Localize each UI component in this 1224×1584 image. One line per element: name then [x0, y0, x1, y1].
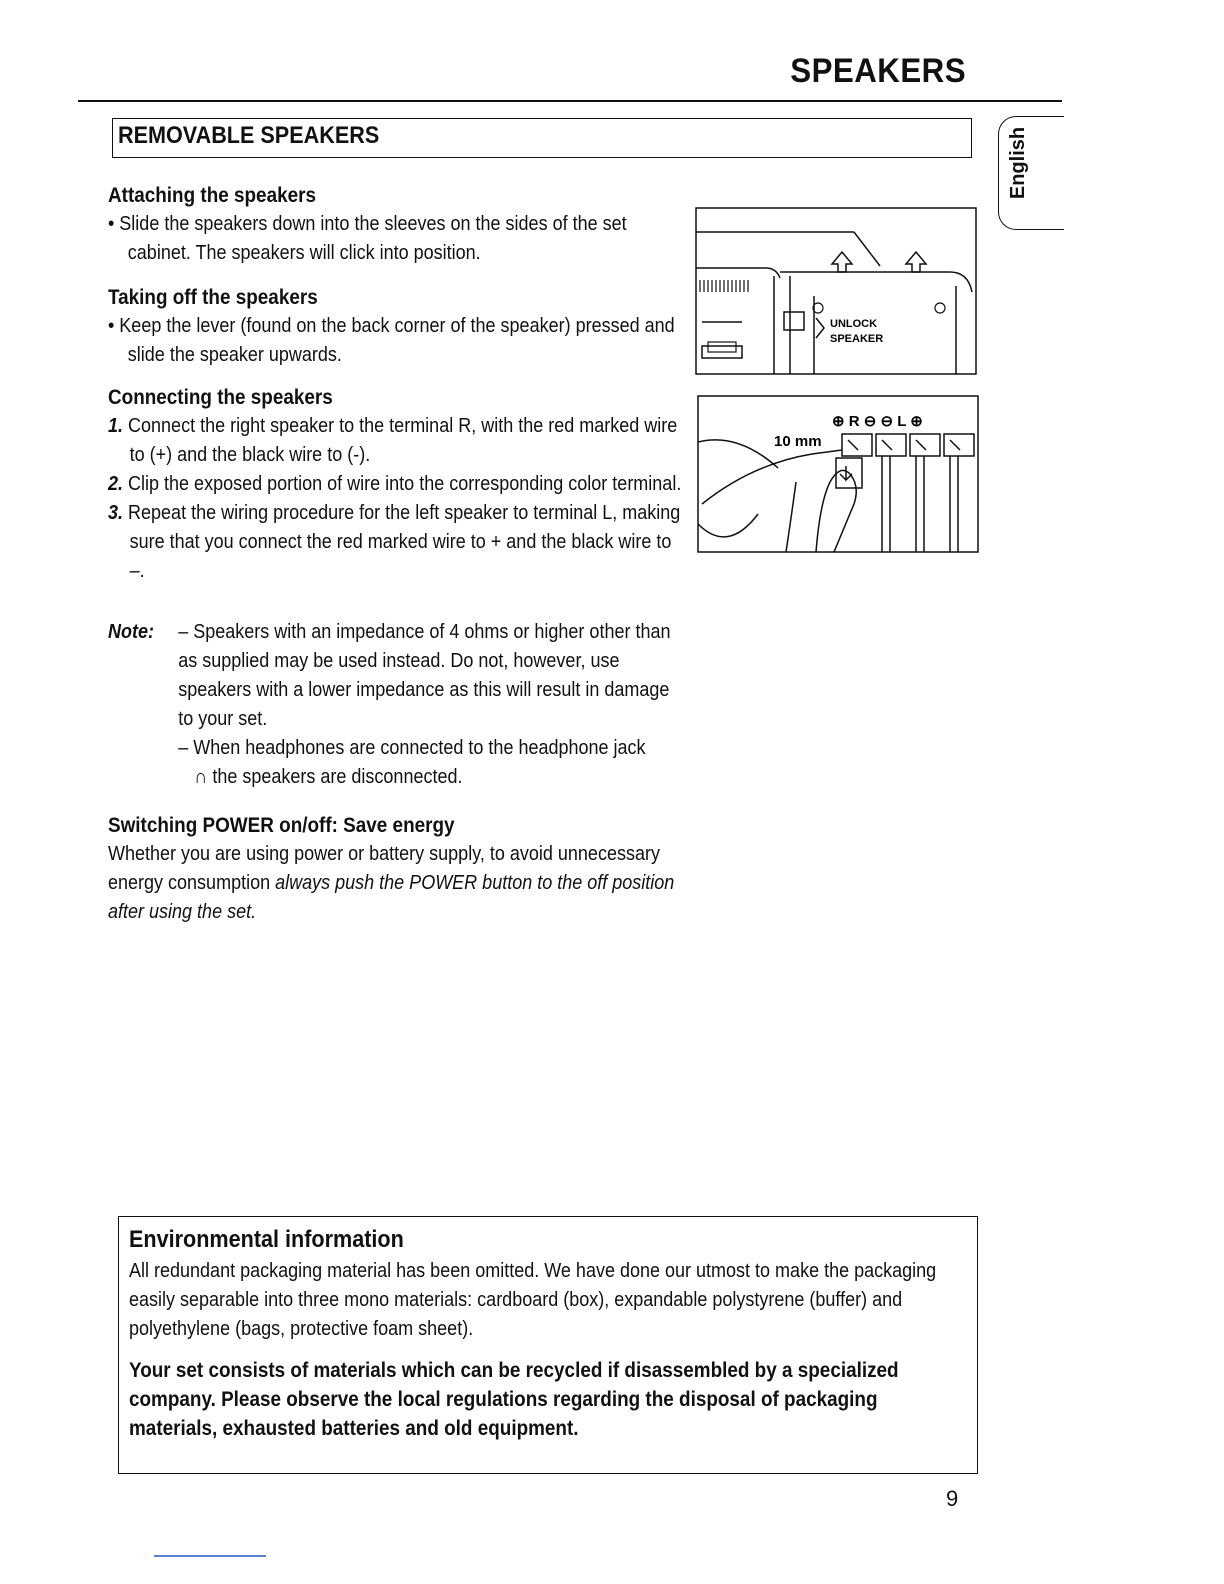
power-text: Whether you are using power or battery supply, to avoid unnecessary energy consumption always push the POWER button to the off position after using the set.	[108, 843, 675, 923]
connecting-heading: Connecting the speakers	[108, 386, 333, 409]
note-item-1: – Speakers with an impedance of 4 ohms or higher other than as supplied may be used instead. Do not, however, use speakers with a lower impedance as this will result in damage to your set.	[178, 621, 671, 730]
environmental-heading: Environmental information	[129, 1226, 404, 1253]
note-item-2-cont: ∩ the speakers are disconnected.	[194, 766, 463, 788]
page-number: 9	[946, 1486, 959, 1511]
language-label: English	[1007, 126, 1029, 200]
speaker-label: SPEAKER	[830, 333, 884, 345]
strip-length-label: 10 mm	[774, 433, 822, 450]
note-section	[108, 618, 682, 792]
unlock-label: UNLOCK	[830, 318, 878, 330]
taking-off-section	[108, 284, 682, 370]
page-title: SPEAKERS	[790, 52, 966, 90]
connecting-step-2: 2. Clip the exposed portion of wire into the corresponding color terminal.	[108, 473, 682, 495]
note-label: Note:	[108, 621, 154, 643]
footer-line	[154, 1555, 266, 1557]
attaching-heading: Attaching the speakers	[108, 184, 316, 207]
header-rule	[78, 100, 1062, 102]
section-title: REMOVABLE SPEAKERS	[118, 122, 380, 149]
connecting-step-1: 1. Connect the right speaker to the terminal R, with the red marked wire to (+) and the black wire to (-).	[108, 415, 678, 466]
up-arrow-icon	[906, 252, 926, 272]
environmental-recycling-text: Your set consists of materials which can be recycled if disassembled by a specialized company. Please observe the local regulations regarding the disposal of packaging materials, exhausted batteries and old equipment.	[129, 1359, 899, 1440]
attaching-bullet: • Slide the speakers down into the sleeves on the sides of the set cabinet. The speakers will click into position.	[108, 213, 627, 264]
power-heading: Switching POWER on/off: Save energy	[108, 814, 455, 837]
taking-off-heading: Taking off the speakers	[108, 286, 318, 309]
note-item-2: – When headphones are connected to the headphone jack	[178, 737, 646, 759]
environmental-info-box	[118, 1216, 978, 1474]
speaker-unlock-illustration	[694, 206, 978, 378]
environmental-text: All redundant packaging material has been omitted. We have done our utmost to make the packaging easily separable into three mono materials: cardboard (box), expandable polystyrene (buffer) and polyethylene (bags, protective foam sheet).	[129, 1260, 937, 1340]
attaching-section	[108, 182, 682, 268]
power-section	[108, 812, 708, 927]
connecting-section	[108, 384, 682, 586]
connecting-step-3: 3. Repeat the wiring procedure for the left speaker to terminal L, making sure that you connect the red marked wire to + and the black wire to –.	[108, 502, 681, 582]
taking-off-bullet: • Keep the lever (found on the back corner of the speaker) pressed and slide the speaker upwards.	[108, 315, 675, 366]
language-tab	[998, 116, 1064, 230]
up-arrow-icon	[832, 252, 852, 272]
wire-terminal-illustration	[696, 394, 980, 554]
terminal-labels: ⊕ R ⊖ ⊖ L ⊕	[832, 413, 923, 430]
